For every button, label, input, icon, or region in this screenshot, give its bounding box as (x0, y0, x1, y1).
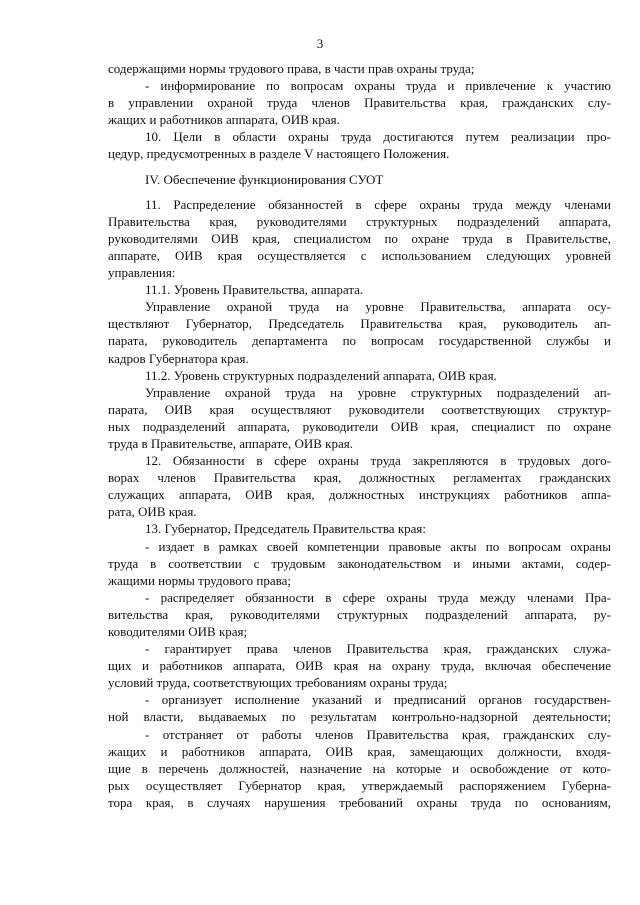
text-line: Управление охраной труда на уровне Правительства, аппарата осу- (145, 299, 611, 315)
text-line: - отстраняет от работы членов Правительства края, гражданских слу- (145, 726, 611, 742)
text-line: управления: (108, 265, 176, 281)
page-number: 3 (316, 36, 324, 51)
text-line: труда в соответствии с трудовым законодательством и иными актами, содер- (108, 555, 611, 571)
text-line: щих и работников аппарата, ОИВ края на охрану труда, включая обеспечение (108, 658, 611, 674)
text-line: 12. Обязанности в сфере охраны труда закрепляются в трудовых дого- (145, 453, 611, 469)
text-line: Правительства края, руководителями структурных подразделений аппарата, (108, 213, 611, 229)
text-line: тора края, в случаях нарушения требований охраны труда по основаниям, (108, 794, 611, 810)
text-line: служащих аппарата, ОИВ края, должностных инструкциях работников аппа- (108, 487, 611, 503)
text-line: рата, ОИВ края. (108, 504, 197, 520)
text-line: щие в перечень должностей, назначение на которые и освобождение от кото- (108, 760, 611, 776)
text-line: в управлении охраной труда членов Правительства края, гражданских слу- (108, 95, 611, 111)
text-line: кадров Губернатора края. (108, 350, 249, 366)
text-line: жащих и работников аппарата, ОИВ края. (108, 112, 340, 128)
text-line: - организует исполнение указаний и предписаний органов государствен- (145, 692, 611, 708)
text-line: ворах членов Правительства края, должностных регламентах гражданских (108, 470, 611, 486)
spacer (108, 188, 611, 196)
text-line: - распределяет обязанности в сфере охраны труда между членами Пра- (145, 589, 611, 605)
text-line: парата, руководитель департамента по вопросам государственной службы и (108, 333, 611, 349)
text-line: условий труда, соответствующих требованиям охраны труда; (108, 675, 448, 691)
document-body (108, 60, 611, 811)
text-line: руководителями ОИВ края, специалистом по охране труда в Правительстве, (108, 230, 611, 246)
text-line: вительства края, руководителями структурных подразделений аппарата, ру- (108, 606, 611, 622)
text-line: парата, ОИВ края осуществляют руководители соответствующих структур- (108, 401, 611, 417)
text-line: цедур, предусмотренных в разделе V настоящего Положения. (108, 146, 450, 162)
text-line: 13. Губернатор, Председатель Правительства края: (145, 521, 426, 537)
text-line: ководителями ОИВ края; (108, 624, 248, 639)
spacer (108, 163, 611, 171)
text-line: 11.1. Уровень Правительства, аппарата. (145, 282, 364, 298)
text-line: ной власти, выдаваемых по результатам контрольно-надзорной деятельности; (108, 709, 611, 725)
section-heading: IV. Обеспечение функционирования СУОТ (145, 171, 384, 187)
text-line: содержащими нормы трудового права, в части прав охраны труда; (108, 61, 475, 76)
text-line: - гарантирует права членов Правительства края, гражданских служа- (145, 641, 611, 657)
text-line: - издает в рамках своей компетенции правовые акты по вопросам охраны (145, 538, 611, 554)
text-line: 10. Цели в области охраны труда достигаются путем реализации про- (145, 129, 611, 145)
text-line: аппарате, ОИВ края осуществляется с использованием следующих уровней (108, 247, 611, 263)
text-line: ществляют Губернатор, Председатель Правительства края, руководитель ап- (108, 316, 611, 332)
text-line: труда в Правительстве, аппарате, ОИВ края. (108, 435, 353, 451)
text-line: 11.2. Уровень структурных подразделений аппарата, ОИВ края. (145, 367, 497, 383)
text-line: - информирование по вопросам охраны труда и привлечение к участию (145, 78, 611, 94)
text-line: 11. Распределение обязанностей в сфере охраны труда между членами (145, 196, 611, 212)
text-line: ных подразделений аппарата, руководители ОИВ края, специалист по охране (108, 418, 611, 434)
text-line: жащих и работников аппарата, ОИВ края, замещающих должности, входя- (108, 743, 611, 759)
text-line: Управление охраной труда на уровне структурных подразделений ап- (145, 384, 611, 400)
text-line: рых осуществляет Губернатор края, утверждаемый распоряжением Губерна- (108, 777, 611, 793)
text-line: жащими нормы трудового права; (108, 572, 291, 588)
